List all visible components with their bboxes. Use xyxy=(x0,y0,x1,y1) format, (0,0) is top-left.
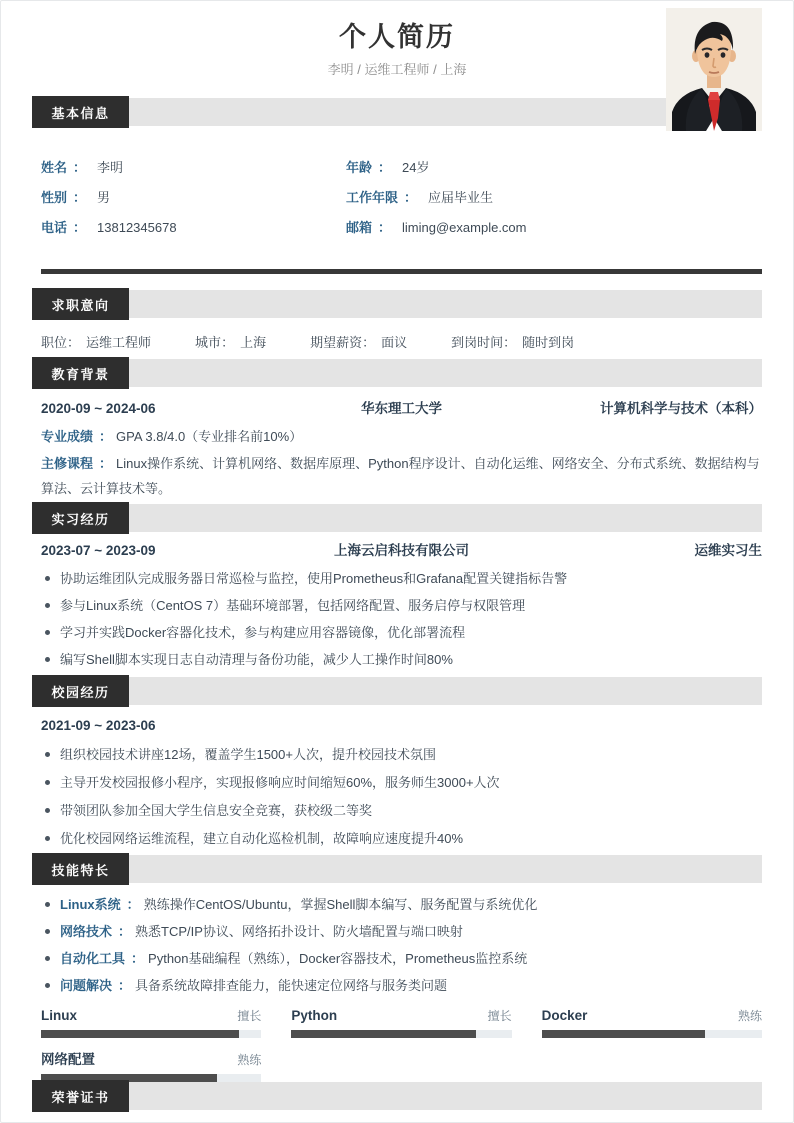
bullet-dot-icon xyxy=(45,808,50,813)
skill-bar-track xyxy=(41,1030,261,1038)
field-colon: ： xyxy=(99,456,113,471)
campus-bullets xyxy=(41,747,762,846)
bullet-dot-icon xyxy=(45,983,50,988)
field-label: 电话 xyxy=(41,220,68,235)
bullet-dot-icon xyxy=(45,836,50,841)
field-colon: ： xyxy=(99,429,113,444)
field-colon: ： xyxy=(73,220,87,235)
info-field-experience xyxy=(346,190,641,205)
section-header-internship xyxy=(32,504,762,532)
field-label: 年龄 xyxy=(346,160,373,175)
campus-period: 2021-09 ~ 2023-06 xyxy=(41,718,156,733)
bullet-dot-icon xyxy=(45,657,50,662)
field-label: 姓名 xyxy=(41,160,68,175)
education-period: 2020-09 ~ 2024-06 xyxy=(41,401,156,416)
info-field-age xyxy=(346,160,641,175)
skill-bar-level: 熟练 xyxy=(237,1053,262,1067)
bullet-dot-icon xyxy=(45,902,50,907)
intent-availability: 到岗时间： 随时到岗 xyxy=(451,335,575,350)
skill-bar-name: Linux xyxy=(41,1008,77,1023)
resume-content xyxy=(32,98,762,1110)
bullet-item xyxy=(41,978,762,993)
field-colon: ： xyxy=(118,924,132,939)
skill-bars-grid xyxy=(41,1007,762,1082)
bullet-item: 协助运维团队完成服务器日常巡检与监控，使用Prometheus和Grafana配置关键指标告警 xyxy=(41,571,762,586)
field-value: 13812345678 xyxy=(97,220,177,235)
gpa-label: 专业成绩 xyxy=(41,429,94,444)
courses-value: Linux操作系统、计算机网络、数据库原理、Python程序设计、自动化运维、网络安全、分布式系统、数据结构与算法、云计算技术等。 xyxy=(41,456,760,496)
education-gpa xyxy=(41,429,762,444)
section-tab: 实习经历 xyxy=(32,502,129,534)
bullet-item: 组织校园技术讲座12场，覆盖学生1500+人次，提升校园技术氛围 xyxy=(41,747,762,762)
section-tab: 荣誉证书 xyxy=(32,1080,129,1112)
skill-bar-fill xyxy=(291,1030,476,1038)
info-field-name xyxy=(41,160,346,175)
skill-bar-network xyxy=(41,1051,261,1082)
field-colon: ： xyxy=(73,190,87,205)
skill-bar-name: Docker xyxy=(541,1008,588,1023)
skill-bar-track xyxy=(542,1030,762,1038)
bullet-dot-icon xyxy=(45,576,50,581)
section-header-campus xyxy=(32,677,762,705)
section-header-honors xyxy=(32,1082,762,1110)
field-colon: ： xyxy=(73,160,87,175)
field-colon: ： xyxy=(118,978,132,993)
field-colon: ： xyxy=(67,335,81,350)
bullet-dot-icon xyxy=(45,780,50,785)
intent-position: 职位： 运维工程师 xyxy=(41,335,152,350)
skill-bar-python xyxy=(291,1007,511,1038)
skill-desc: 熟练操作CentOS/Ubuntu，掌握Shell脚本编写、服务配置与系统优化 xyxy=(143,897,538,912)
internship-period: 2023-07 ~ 2023-09 xyxy=(41,543,156,558)
bullet-dot-icon xyxy=(45,603,50,608)
skill-label: 自动化工具 xyxy=(60,951,126,966)
internship-role: 运维实习生 xyxy=(694,543,762,558)
section-header-basic-info xyxy=(32,98,762,126)
bullet-dot-icon xyxy=(45,630,50,635)
section-tab: 求职意向 xyxy=(32,288,129,320)
field-value: 应届毕业生 xyxy=(428,190,494,205)
bullet-dot-icon xyxy=(45,929,50,934)
field-value: 男 xyxy=(97,190,111,205)
field-value: 李明 xyxy=(97,160,124,175)
skill-bar-level: 擅长 xyxy=(237,1009,262,1023)
intent-city: 城市： 上海 xyxy=(195,335,267,350)
section-tab: 技能特长 xyxy=(32,853,129,885)
skill-bar-level: 熟练 xyxy=(737,1009,762,1023)
field-label: 邮箱 xyxy=(346,220,373,235)
courses-label: 主修课程 xyxy=(41,456,94,471)
field-colon: ： xyxy=(378,160,392,175)
bullet-item: 参与Linux系统（CentOS 7）基础环境部署，包括网络配置、服务启停与权限管理 xyxy=(41,598,762,613)
education-major: 计算机科学与技术（本科） xyxy=(599,401,762,416)
page-title: 个人简历 xyxy=(339,22,455,52)
bullet-item xyxy=(41,951,762,966)
section-tab: 基本信息 xyxy=(32,96,129,128)
basic-info-area xyxy=(32,126,762,274)
skill-bar-fill xyxy=(542,1030,705,1038)
internship-row xyxy=(41,543,762,559)
field-value: 24岁 xyxy=(402,160,430,175)
skill-bar-linux xyxy=(41,1007,261,1038)
skill-desc: Python基础编程（熟练），Docker容器技术，Prometheus监控系统 xyxy=(148,951,528,966)
education-row xyxy=(41,401,762,417)
bullet-item: 编写Shell脚本实现日志自动清理与备份功能，减少人工操作时间80% xyxy=(41,652,762,667)
info-field-gender xyxy=(41,190,346,205)
bullet-dot-icon xyxy=(45,956,50,961)
section-divider xyxy=(41,269,762,274)
field-colon: ： xyxy=(221,335,235,350)
bullet-item xyxy=(41,897,762,912)
skills-bullets xyxy=(41,897,762,993)
internship-bullets xyxy=(41,571,762,667)
skill-label: Linux系统 xyxy=(60,897,121,912)
field-value: liming@example.com xyxy=(402,220,527,235)
skill-bar-name: Python xyxy=(291,1008,338,1023)
skill-desc: 熟悉TCP/IP协议、网络拓扑设计、防火墙配置与端口映射 xyxy=(135,924,463,939)
skill-bar-docker xyxy=(542,1007,762,1038)
job-intent-row xyxy=(41,335,762,350)
profile-photo xyxy=(666,8,762,131)
bullet-item: 优化校园网络运维流程，建立自动化巡检机制，故障响应速度提升40% xyxy=(41,831,762,846)
field-colon: ： xyxy=(362,335,376,350)
skill-label: 网络技术 xyxy=(60,924,113,939)
intent-salary: 期望薪资： 面议 xyxy=(310,335,408,350)
section-header-job-intent xyxy=(32,290,762,318)
bullet-item: 主导开发校园报修小程序，实现报修响应时间缩短60%，服务师生3000+人次 xyxy=(41,775,762,790)
field-label: 性别 xyxy=(41,190,68,205)
field-colon: ： xyxy=(131,951,145,966)
skill-bar-name: 网络配置 xyxy=(41,1052,95,1067)
skill-label: 问题解决 xyxy=(60,978,113,993)
education-school: 华东理工大学 xyxy=(360,401,442,416)
bullet-item: 学习并实践Docker容器化技术，参与构建应用容器镜像，优化部署流程 xyxy=(41,625,762,640)
field-colon: ： xyxy=(503,335,517,350)
info-field-email xyxy=(346,220,641,235)
info-field-phone xyxy=(41,220,346,235)
bullet-item: 带领团队参加全国大学生信息安全竞赛，获校级二等奖 xyxy=(41,803,762,818)
field-colon: ： xyxy=(404,190,418,205)
field-colon: ： xyxy=(378,220,392,235)
page-subtitle: 李明 / 运维工程师 / 上海 xyxy=(327,62,467,77)
section-tab: 校园经历 xyxy=(32,675,129,707)
skill-bar-track xyxy=(291,1030,511,1038)
field-colon: ： xyxy=(126,897,140,912)
basic-info-grid xyxy=(41,160,641,235)
section-header-education xyxy=(32,359,762,387)
bullet-item xyxy=(41,924,762,939)
internship-company: 上海云启科技有限公司 xyxy=(333,543,469,558)
section-tab: 教育背景 xyxy=(32,357,129,389)
bullet-dot-icon xyxy=(45,752,50,757)
skill-desc: 具备系统故障排查能力，能快速定位网络与服务类问题 xyxy=(135,978,448,993)
skill-bar-fill xyxy=(41,1030,239,1038)
education-courses xyxy=(41,451,762,501)
field-label: 工作年限 xyxy=(346,190,399,205)
section-header-skills xyxy=(32,855,762,883)
gpa-value: GPA 3.8/4.0（专业排名前10%） xyxy=(116,429,303,444)
skill-bar-level: 擅长 xyxy=(487,1009,512,1023)
